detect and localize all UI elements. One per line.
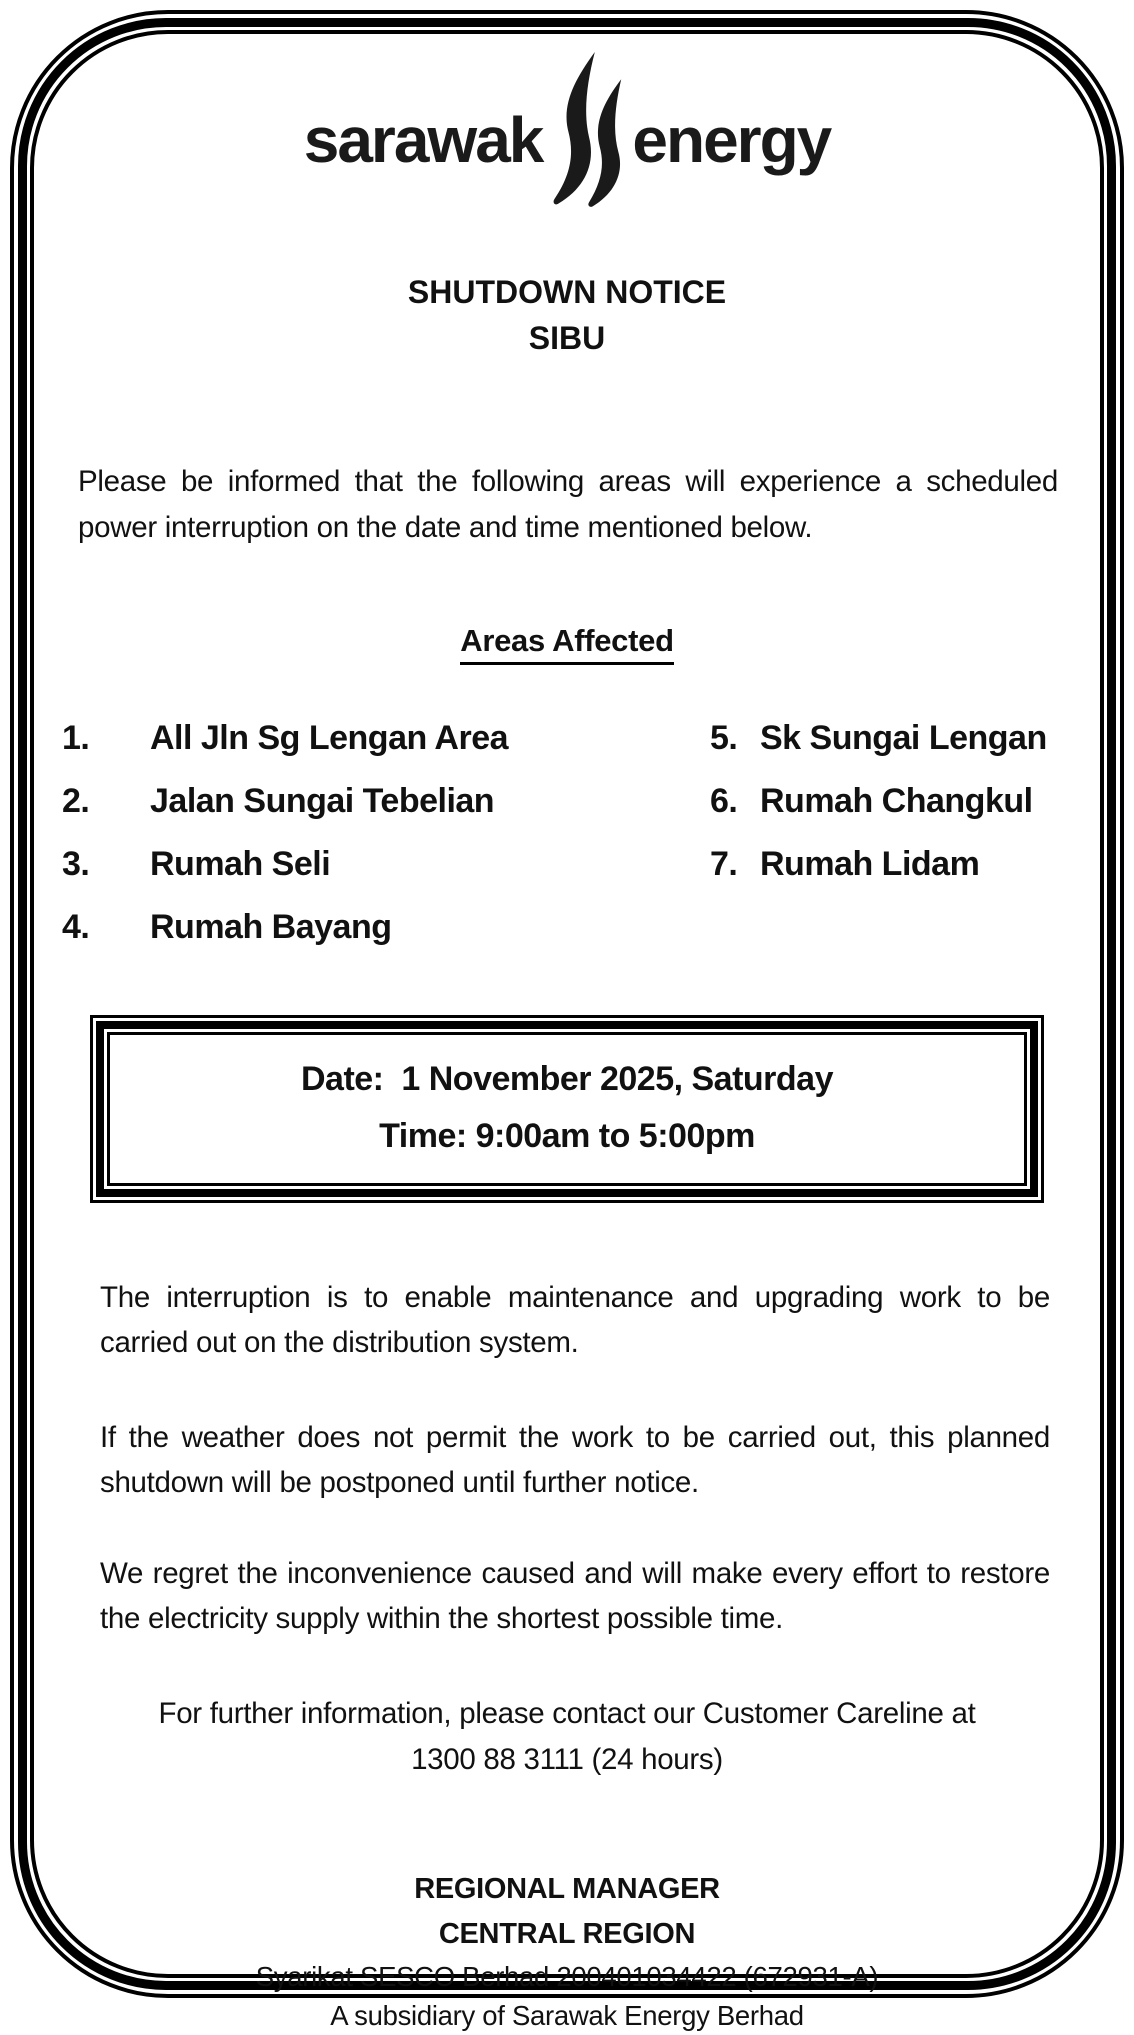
list-item-number: 5.: [710, 719, 738, 757]
areas-list-left-column: [62, 707, 710, 959]
list-item: [710, 707, 1047, 770]
middle-border: [18, 18, 1116, 2031]
list-item-label: Rumah Changkul: [760, 782, 1033, 820]
list-item: [710, 833, 1047, 896]
notice-title-line2: SIBU: [528, 320, 606, 356]
notice-title: [34, 269, 1100, 361]
signature-title: REGIONAL MANAGER: [414, 1873, 720, 1905]
careline-phone: 1300 88 3111 (24 hours): [411, 1743, 723, 1776]
list-item: [62, 707, 710, 770]
flame-icon: [540, 50, 636, 218]
paragraph-weather: If the weather does not permit the work to be carried out, this planned shutdown will be postponed until further notice.: [100, 1421, 1050, 1499]
schedule-time: Time: 9:00am to 5:00pm: [379, 1117, 755, 1155]
list-item-number: 6.: [710, 782, 738, 820]
careline-info: [34, 1691, 1100, 1783]
areas-list-right-column: [710, 707, 1047, 959]
notice-title-line1: SHUTDOWN NOTICE: [407, 274, 727, 310]
schedule-box-wrap: [34, 1015, 1100, 1203]
list-item-label: Rumah Lidam: [760, 845, 980, 883]
list-item: [62, 833, 710, 896]
signature-block: [34, 1867, 1100, 2035]
paragraph-regret: We regret the inconvenience caused and will make every effort to restore the electricity supply within the shortest possible time.: [100, 1557, 1050, 1635]
inner-border: [30, 30, 1104, 2031]
signature-region: CENTRAL REGION: [438, 1918, 696, 1950]
company-subsidiary-note: A subsidiary of Sarawak Energy Berhad: [330, 2000, 804, 2031]
paragraph-maintenance: The interruption is to enable maintenance and upgrading work to be carried out on the distribution system.: [100, 1281, 1050, 1359]
list-item-label: Jalan Sungai Tebelian: [150, 782, 495, 820]
list-item-label: All Jln Sg Lengan Area: [150, 719, 509, 757]
list-item-number: 3.: [62, 845, 90, 883]
company-registration: Syarikat SESCO Berhad 200401034422 (672931-A): [255, 1961, 879, 1992]
schedule-box-outer-border: [90, 1015, 1044, 1203]
schedule-date: Date: 1 November 2025, Saturday: [300, 1060, 834, 1098]
list-item: [62, 770, 710, 833]
list-item: [62, 896, 710, 959]
areas-affected-heading: Areas Affected: [460, 623, 673, 665]
list-item-label: Sk Sungai Lengan: [760, 719, 1047, 757]
notice-content: [34, 34, 1100, 2031]
list-item-number: 1.: [62, 719, 90, 757]
intro-paragraph: Please be informed that the following areas will experience a scheduled power interruption on the date and time mentioned below.: [78, 465, 1058, 544]
logo-word-sarawak: sarawak: [303, 103, 543, 176]
list-item-label: Rumah Bayang: [150, 908, 392, 946]
areas-heading-wrap: [34, 623, 1100, 665]
list-item-number: 7.: [710, 845, 738, 883]
outer-border: [10, 10, 1124, 2031]
schedule-box: [107, 1032, 1027, 1186]
sarawak-energy-logo: [34, 52, 1100, 227]
list-item-number: 4.: [62, 908, 90, 946]
logo-word-energy: energy: [632, 103, 831, 176]
schedule-box-thick-border: [96, 1021, 1038, 1197]
areas-list: [34, 707, 1100, 959]
careline-line1: For further information, please contact our Customer Careline at: [158, 1697, 976, 1730]
list-item-number: 2.: [62, 782, 90, 820]
list-item-label: Rumah Seli: [150, 845, 331, 883]
list-item: [710, 770, 1047, 833]
